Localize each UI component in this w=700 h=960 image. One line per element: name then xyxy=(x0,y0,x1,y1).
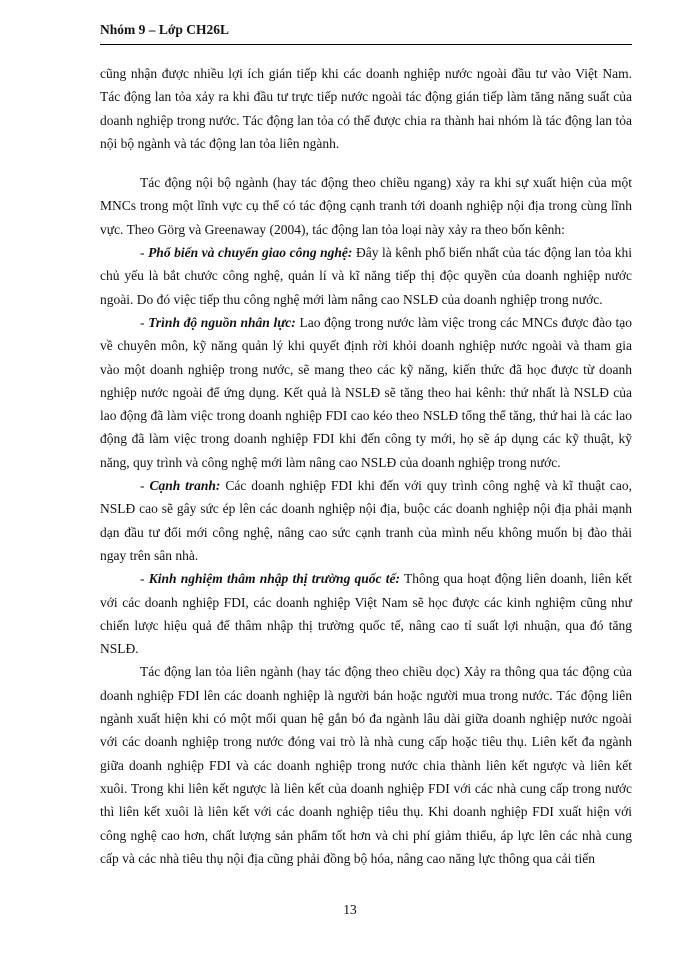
channel-term: Kinh nghiệm thâm nhập thị trường quốc tế: xyxy=(148,571,401,587)
channel-text: Thông qua hoạt động liên doanh, liên kết với các doanh nghiệp FDI, các doanh nghiệp Việt Nam sẽ học được các kinh nghiệm cũng như chiến lược hiệu quả để thâm nhập thị trường quốc tế, nâng cao tỉ suất lợi nhuận, qua đó tăng NSLĐ. xyxy=(100,571,632,657)
channel-international-market xyxy=(100,567,632,660)
channel-term: Phổ biến và chuyển giao công nghệ: xyxy=(148,245,353,261)
channel-term: Trình độ nguồn nhân lực: xyxy=(148,314,296,330)
channel-technology xyxy=(100,241,632,311)
page-header: Nhóm 9 – Lớp CH26L xyxy=(100,22,229,37)
channel-dash: - xyxy=(140,571,149,587)
channel-competition xyxy=(100,474,632,567)
header-divider xyxy=(100,44,632,45)
channel-term: Cạnh tranh: xyxy=(149,478,221,494)
channel-text: Đây là kênh phổ biến nhất của tác động lan tỏa khi chủ yếu là bắt chước công nghệ, quản lí và kĩ năng tiếp thị độc quyền của doanh nghiệp nước ngoài. Do đó việc tiếp thu công nghệ mới làm nâng cao NSLĐ của doanh nghiệp trong nước. xyxy=(100,245,632,307)
channel-human-resources xyxy=(100,311,632,474)
paragraph-horizontal-spillover: Tác động nội bộ ngành (hay tác động theo chiều ngang) xảy ra khi sự xuất hiện của một MNCs trong một lĩnh vực cụ thể có tác động cạnh tranh tới doanh nghiệp nội địa trong cùng lĩnh vực. Theo Görg và Greenaway (2004), tác động lan tỏa loại này xảy ra theo bốn kênh: xyxy=(100,175,632,237)
channel-dash: - xyxy=(140,314,149,330)
channel-dash: - xyxy=(140,245,149,261)
channel-text: Các doanh nghiệp FDI khi đến với quy trình công nghệ và kĩ thuật cao, NSLĐ cao sẽ gây sức ép lên các doanh nghiệp nội địa, buộc các doanh nghiệp nội địa phải mạnh dạn đầu tư đổi mới công nghệ, nâng cao sức cạnh tranh của mình nếu không muốn bị đào thải ngay trên sân nhà. xyxy=(100,478,633,563)
paragraph-vertical-spillover: Tác động lan tỏa liên ngành (hay tác động theo chiều dọc) Xảy ra thông qua tác động của doanh nghiệp FDI lên các doanh nghiệp là người bán hoặc người mua trong nước. Tác động liên ngành xuất hiện khi có một mối quan hệ gắn bó đa ngành lâu dài giữa doanh nghiệp nước ngoài với các doanh nghiệp trong nước đóng vai trò là nhà cung cấp hoặc tiêu thụ. Liên kết đa ngành giữa doanh nghiệp FDI và các doanh nghiệp trong nước chia thành liên kết ngược và liên kết xuôi. Trong khi liên kết ngược là liên kết của doanh nghiệp FDI với các nhà cung cấp trong nước thì liên kết xuôi là liên kết với các doanh nghiệp tiêu thụ. Khi doanh nghiệp FDI xuất hiện với công nghệ cao hơn, chất lượng sản phẩm tốt hơn và chi phí giảm thiểu, áp lực lên các nhà cung cấp và các nhà tiêu thụ nội địa cũng phải đồng bộ hóa, nâng cao năng lực thông qua cải tiến xyxy=(100,664,632,866)
document-body xyxy=(100,62,632,870)
channel-text: Lao động trong nước làm việc trong các MNCs được đào tạo về chuyên môn, kỹ năng quản lý khi quyết định rời khỏi doanh nghiệp nước ngoài và tham gia vào một doanh nghiệp trong nước, sẽ mang theo các kỹ năng, kiến thức đã học được từ doanh nghiệp nước ngoài để ứng dụng. Kết quả là NSLĐ sẽ tăng theo hai kênh: thứ nhất là NSLĐ của lao động đã làm việc trong doanh nghiệp FDI cao kéo theo NSLĐ tổng thể tăng, thứ hai là các lao động đã làm việc trong doanh nghiệp FDI khi đến công ty mới, họ sẽ áp dụng các kỹ thuật, kỹ năng, quy trình và công nghệ mới làm nâng cao NSLĐ của doanh nghiệp trong nước. xyxy=(100,314,633,470)
channel-dash: - xyxy=(140,478,150,494)
page-number: 13 xyxy=(343,902,357,917)
paragraph-intro: cũng nhận được nhiều lợi ích gián tiếp khi các doanh nghiệp nước ngoài đầu tư vào Việt Nam. Tác động lan tỏa xảy ra khi đầu tư trực tiếp nước ngoài tác động gián tiếp làm tăng năng suất của doanh nghiệp trong nước. Tác động lan tỏa có thể được chia ra thành hai nhóm là tác động lan tỏa nội bộ ngành và tác động lan tỏa liên ngành. xyxy=(100,66,632,151)
